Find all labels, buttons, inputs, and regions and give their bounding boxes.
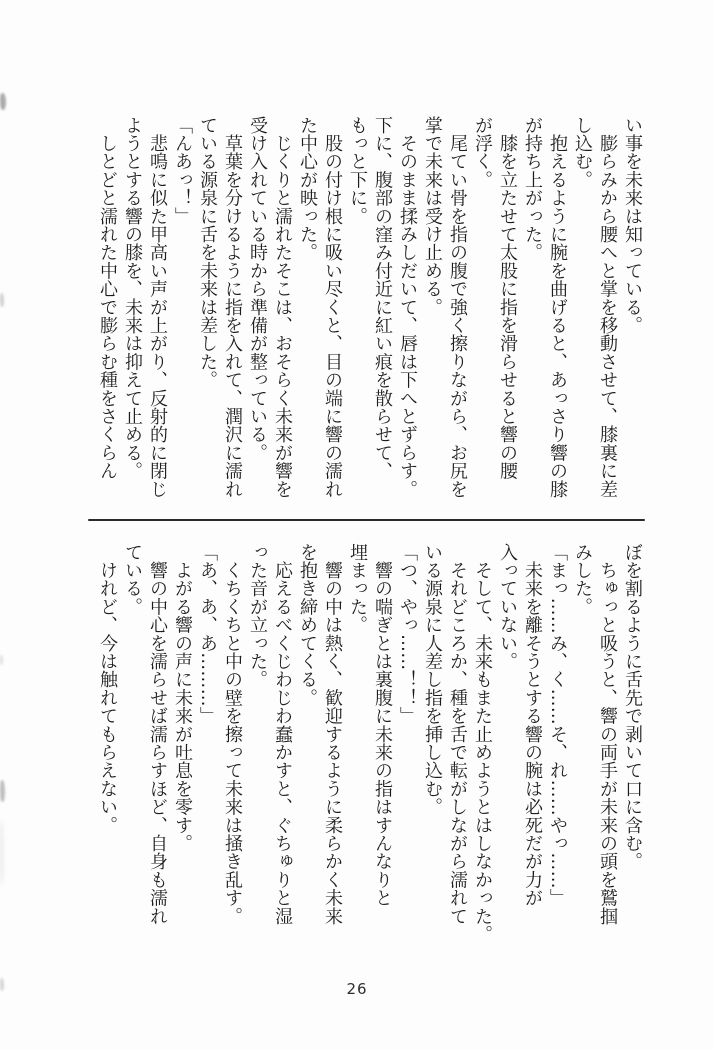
text-column: ている。	[122, 543, 143, 616]
text-column: 響の中は熱く、歓迎するように柔らかく未来	[322, 543, 343, 926]
text-column: 「まっ……み、く……そ、れ……やっ……」	[547, 543, 568, 907]
text-column: 尾てい骨を指の腹で強く擦りながら、お尻を	[447, 116, 468, 499]
text-column: 埋まった。	[347, 543, 368, 634]
text-column: そして、未来もまた止めようとはしなかった。	[472, 543, 493, 944]
scan-edge-smudge	[0, 93, 6, 110]
text-column: 股の付け根に吸い尽くと、目の端に響の濡れ	[322, 116, 343, 499]
text-column: 響の喘ぎとは裏腹に未来の指はすんなりと	[372, 543, 393, 907]
text-column: 「つ、やっ……！！」	[397, 543, 418, 725]
text-column: 応えるべくじわじわ蠢かすと、ぐちゅりと湿	[272, 543, 293, 926]
text-column: 膨らみから腰へと掌を移動させて、膝裏に差	[597, 116, 618, 499]
scan-edge-smudge	[0, 978, 4, 991]
text-column: が持ち上がった。	[522, 116, 543, 262]
text-column: 響の中心を濡らせば濡らすほど、自身も濡れ	[147, 543, 168, 926]
text-column: ちゅっと吸うと、響の両手が未来の頭を鷲掴	[597, 543, 618, 926]
text-column: い事を未来は知っている。	[622, 116, 643, 335]
text-column: 「あ、あ、あ………」	[197, 543, 218, 725]
text-column: 掌で未来は受け止める。	[422, 116, 443, 317]
text-column: そのまま揉みしだいて、唇は下へとずらす。	[397, 116, 418, 499]
text-column: を抱き締めてくる。	[297, 543, 318, 707]
top-text-block	[95, 116, 645, 518]
scan-edge-smudge	[0, 293, 4, 307]
text-column: それどころか、種を舌で転がしながら濡れて	[447, 543, 468, 926]
text-column: しとどと濡れた中心で膨らむ種をさくらん	[97, 116, 118, 480]
scan-edge-smudge	[0, 780, 5, 802]
text-column: た中心が映った。	[297, 116, 318, 262]
text-column: じくりと濡れたそこは、おそらく未来が響を	[272, 116, 293, 499]
text-column: ようとする響の膝を、未来は抑えて止める。	[122, 116, 143, 480]
text-column: 悲鳴に似た甲高い声が上がり、反射的に閉じ	[147, 116, 168, 499]
text-column: 入っていない。	[497, 543, 518, 671]
text-column: 下に、腹部の窪み付近に紅い痕を散らせて、	[372, 116, 393, 480]
text-column: くちくちと中の壁を擦って未来は掻き乱す。	[222, 543, 243, 926]
bottom-text-block	[95, 543, 645, 945]
text-column: けれど、今は触れてもらえない。	[97, 543, 118, 835]
text-column: った音が立った。	[247, 543, 268, 689]
text-column: 受け入れている時から準備が整っている。	[247, 116, 268, 462]
text-column: 「んあっ！」	[172, 116, 193, 226]
text-column: ている源泉に舌を未来は差した。	[197, 116, 218, 389]
text-column: いる源泉に人差し指を挿し込む。	[422, 543, 443, 816]
text-column: 抱えるように腕を曲げると、あっさり響の膝	[547, 116, 568, 499]
text-column: し込む。	[572, 116, 593, 189]
text-column: もっと下に。	[347, 116, 368, 226]
text-column: が浮く。	[472, 116, 493, 189]
scan-edge-smudge	[0, 655, 3, 665]
text-column: 草葉を分けるように指を入れて、潤沢に濡れ	[222, 116, 243, 499]
text-column: 未来を離そうとする響の腕は必死だが力が	[522, 543, 543, 907]
page-number: 26	[346, 980, 368, 998]
scan-edge-smudge	[0, 820, 3, 885]
text-column: よがる響の声に未来が吐息を零す。	[172, 543, 193, 853]
text-column: みした。	[572, 543, 593, 616]
text-column: ぼを割るように舌先で剥いて口に含む。	[622, 543, 643, 871]
text-column: 膝を立たせて太股に指を滑らせると響の腰	[497, 116, 518, 480]
section-divider-rule	[88, 519, 645, 521]
